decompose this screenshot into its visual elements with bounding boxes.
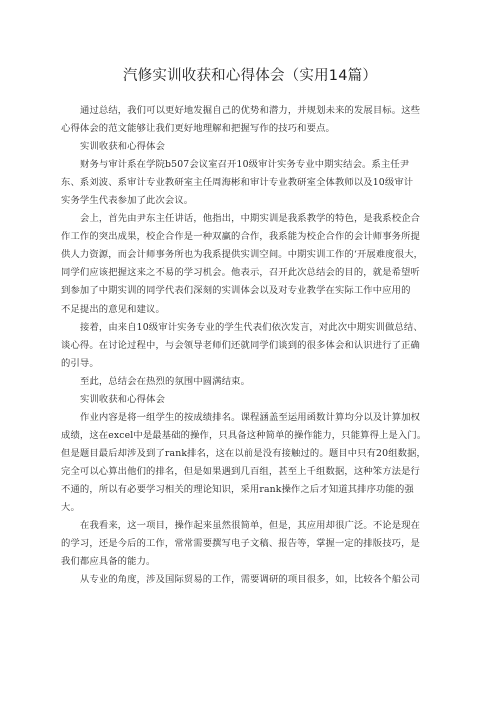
text-line: 从专业的角度，涉及国际贸易的工作，需要调研的项目很多，如，比较各个船公司	[80, 574, 421, 586]
text-line: 接着，由来自10级审计实务专业的学生代表们依次发言，对此次中期实训做总结、	[80, 321, 423, 333]
text-line: 实训收获和心得体会	[80, 393, 166, 405]
text-line: 成绩，这在excel中是最基础的操作，只具备这种简单的操作能力，只能算得上是入门。	[61, 429, 427, 441]
text-line: 谈心得。在讨论过程中，与会领导老师们还就同学们谈到的很多体会和认识进行了正确	[61, 339, 420, 351]
document-title: 汽修实训收获和心得体会（实用14篇）	[122, 68, 378, 84]
text-line: 作业内容是将一组学生的按成绩排名。课程涵盖至运用函数计算均分以及计算加权	[80, 411, 421, 423]
text-line: 供人力资源，而会计师事务所也为我系提供实训空间。中期实训工作的‘开展难度很大，	[61, 249, 424, 261]
text-line: 大。	[61, 502, 80, 514]
text-line: 东、系刘波、系审计专业教研室主任周海彬和审计专业教研室全体教师以及10级审计	[61, 177, 414, 189]
document-body	[61, 102, 441, 589]
text-line: 实务学生代表参加了此次会议。	[61, 195, 194, 207]
text-line: 的引导。	[61, 357, 99, 369]
text-line: 但是题目最后却涉及到了rank排名，这在以前是没有接触过的。题目中只有20组数据，	[61, 447, 426, 459]
text-line: 至此，总结会在热烈的氛围中圆满结束。	[80, 375, 251, 387]
text-line: 完全可以心算出他们的排名，但是如果遇到几百组，甚至上千组数据，这种笨方法是行	[61, 465, 420, 477]
text-line: 不足提出的意见和建议。	[61, 303, 165, 315]
text-line: 同学们应该把握这来之不易的学习机会。他表示，召开此次总结会的目的，就是希望听	[61, 267, 420, 279]
text-line: 我们都应具备的能力。	[61, 556, 156, 568]
text-line: 不通的，所以有必要学习相关的理论知识，采用rank操作之后才知道其排序功能的强	[61, 483, 414, 495]
text-line: 到参加了中期实训的同学代表们深刻的实训体会以及对专业教学在实际工作中应用的	[61, 285, 411, 297]
text-line: 通过总结，我们可以更好地发掘自己的优势和潜力，并规划未来的发展目标。这些	[80, 105, 421, 116]
text-line: 在我看来，这一项目，操作起来虽然很简单，但是，其应用却很广泛。不论是现在	[80, 520, 421, 532]
text-line: 会上，首先由尹东主任讲话，他指出，中期实训是我系教学的特色，是我系校企合	[80, 213, 421, 225]
text-line: 的学习，还是今后的工作，常常需要撰写电子文稿、报告等，掌握一定的排版技巧，是	[61, 538, 420, 550]
text-line: 实训收获和心得体会	[80, 141, 166, 153]
text-line: 财务与审计系在学院b507会议室召开10级审计实务专业中期实结会。系主任尹	[80, 159, 410, 171]
text-line: 心得体会的范文能够让我们更好地理解和把握写作的技巧和要点。	[61, 123, 335, 135]
text-line: 作工作的突出成果，校企合作是一种双赢的合作，我系能为校企合作的会计师事务所提	[61, 231, 420, 243]
